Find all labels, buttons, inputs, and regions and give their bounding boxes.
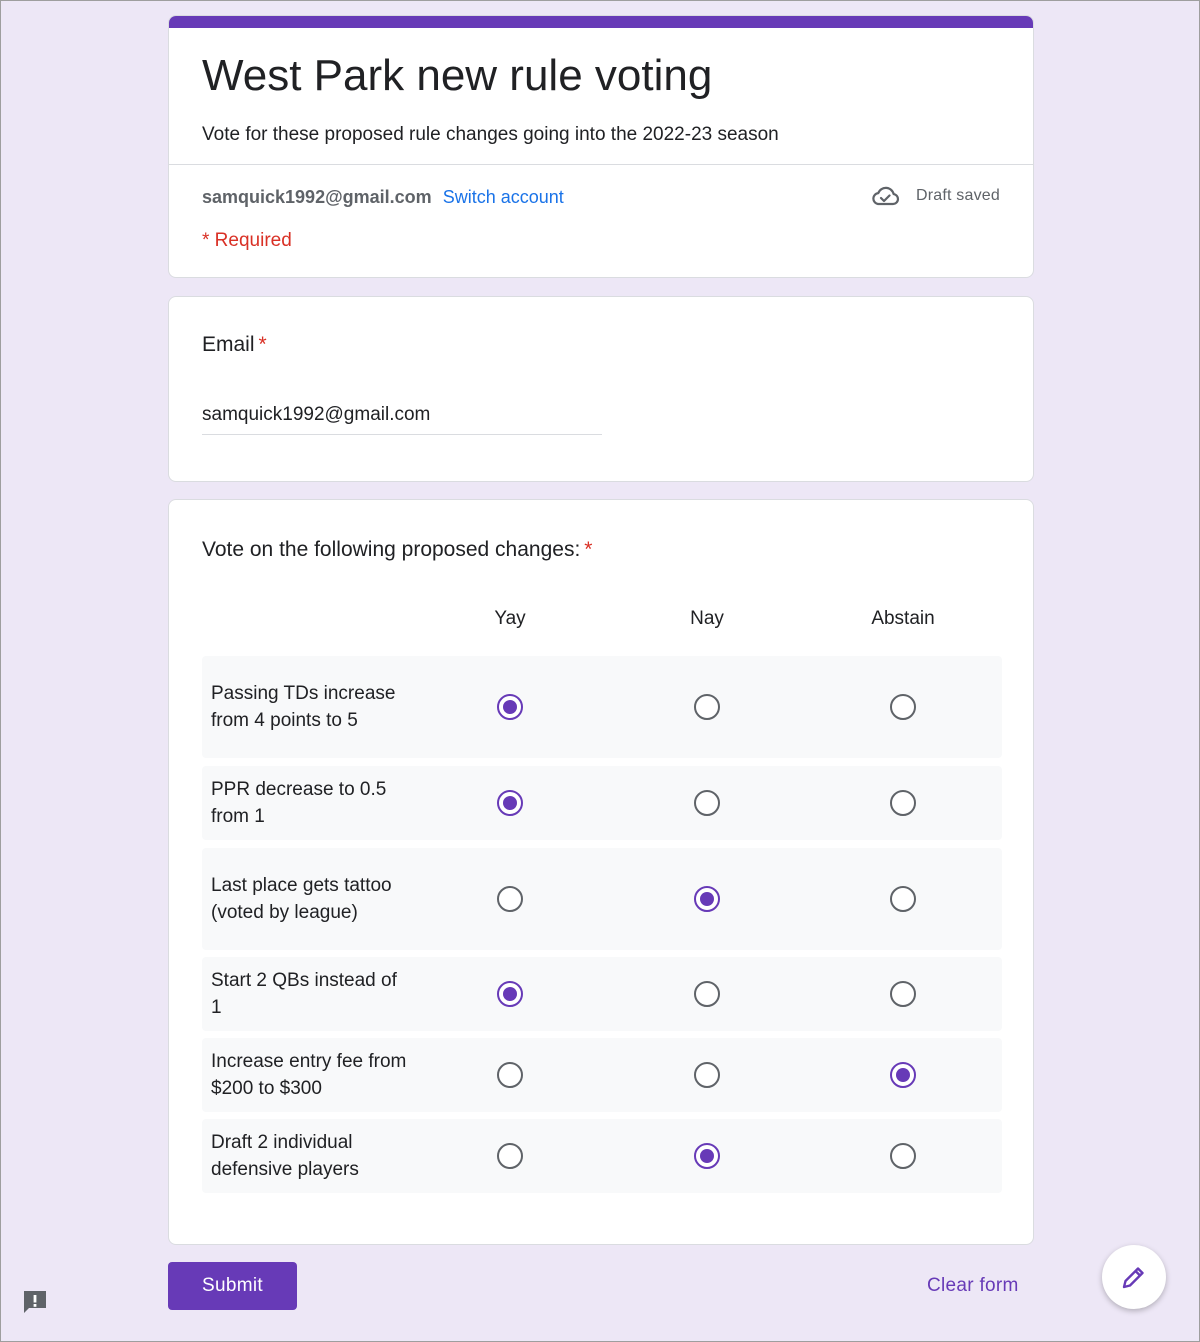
accent-bar <box>169 16 1033 28</box>
edit-form-button[interactable] <box>1102 1245 1166 1309</box>
grid-column-headers <box>202 608 1002 638</box>
grid-row-label: Increase entry fee from $200 to $300 <box>211 1051 407 1099</box>
radio-yay[interactable] <box>497 886 523 912</box>
grid-row <box>202 957 1002 1031</box>
vote-question-label: Vote on the following proposed changes: <box>202 538 581 561</box>
required-star: * <box>584 538 593 561</box>
email-question-title <box>202 331 267 359</box>
clear-form-button[interactable]: Clear form <box>911 1269 1035 1303</box>
column-header-nay: Nay <box>690 608 724 629</box>
pencil-icon <box>1120 1263 1148 1291</box>
radio-nay[interactable] <box>694 790 720 816</box>
radio-abstain[interactable] <box>890 1062 916 1088</box>
draft-status <box>870 185 1000 207</box>
account-email: samquick1992@gmail.com <box>202 187 432 207</box>
required-star: * <box>258 333 267 356</box>
radio-nay[interactable] <box>694 886 720 912</box>
vote-question-title <box>202 536 592 564</box>
grid-row <box>202 1038 1002 1112</box>
header-divider <box>169 164 1033 165</box>
cloud-check-icon <box>870 185 900 207</box>
report-icon[interactable] <box>21 1288 49 1316</box>
column-header-abstain: Abstain <box>871 608 935 629</box>
grid-row-label: Passing TDs increase from 4 points to 5 <box>211 683 396 731</box>
grid-row-label: Last place gets tattoo (voted by league) <box>211 875 392 923</box>
email-input[interactable] <box>202 394 602 435</box>
radio-nay[interactable] <box>694 981 720 1007</box>
draft-status-text: Draft saved <box>915 187 1000 204</box>
radio-yay[interactable] <box>497 1143 523 1169</box>
grid-row <box>202 1119 1002 1193</box>
email-question-card <box>168 296 1034 482</box>
account-row <box>202 184 564 210</box>
radio-abstain[interactable] <box>890 1143 916 1169</box>
radio-abstain[interactable] <box>890 694 916 720</box>
form-description: Vote for these proposed rule changes going into the 2022-23 season <box>202 124 779 145</box>
grid-row-label: Start 2 QBs instead of 1 <box>211 970 397 1018</box>
form-header-card <box>168 15 1034 278</box>
radio-yay[interactable] <box>497 981 523 1007</box>
submit-button[interactable]: Submit <box>168 1262 297 1310</box>
radio-nay[interactable] <box>694 1143 720 1169</box>
radio-abstain[interactable] <box>890 886 916 912</box>
grid-row-label: PPR decrease to 0.5 from 1 <box>211 779 387 827</box>
column-header-yay: Yay <box>494 608 526 629</box>
radio-yay[interactable] <box>497 694 523 720</box>
radio-yay[interactable] <box>497 1062 523 1088</box>
grid-row <box>202 848 1002 950</box>
email-question-label: Email <box>202 333 255 356</box>
form-title: West Park new rule voting <box>202 51 713 100</box>
grid-row <box>202 656 1002 758</box>
radio-abstain[interactable] <box>890 981 916 1007</box>
grid-row <box>202 766 1002 840</box>
radio-yay[interactable] <box>497 790 523 816</box>
radio-nay[interactable] <box>694 1062 720 1088</box>
switch-account-link[interactable]: Switch account <box>442 187 564 207</box>
required-note: * Required <box>202 230 292 251</box>
radio-nay[interactable] <box>694 694 720 720</box>
grid-row-label: Draft 2 individual defensive players <box>211 1132 359 1180</box>
radio-abstain[interactable] <box>890 790 916 816</box>
vote-question-card <box>168 499 1034 1245</box>
